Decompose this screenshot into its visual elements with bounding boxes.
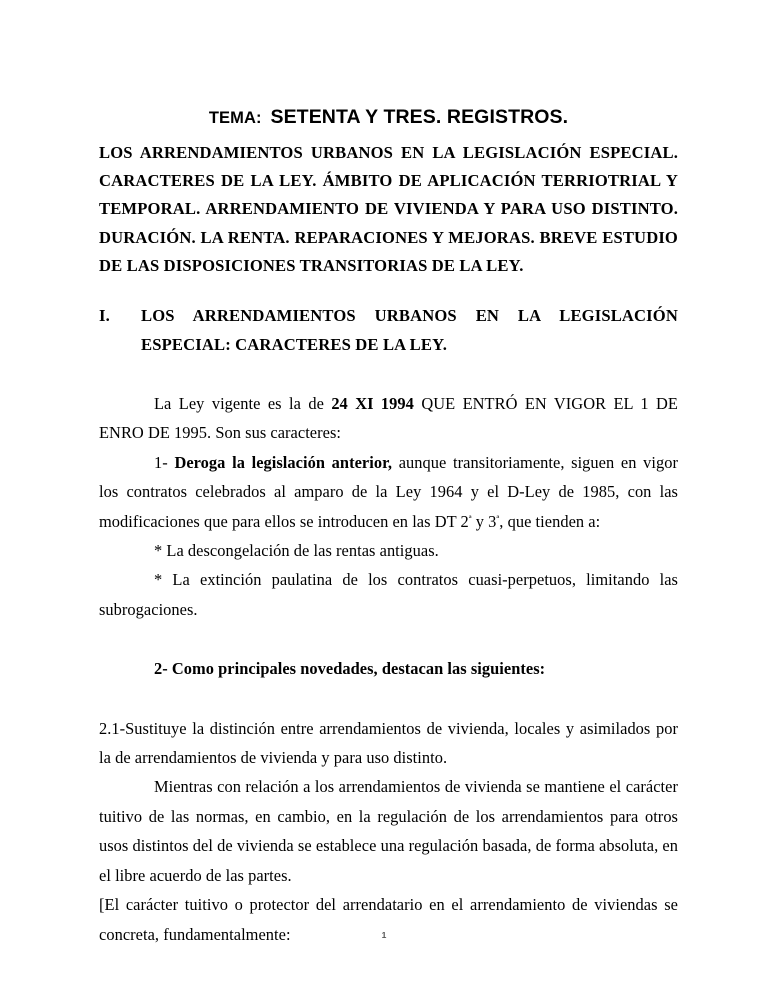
ordinal-indicator: ª — [496, 513, 500, 525]
paragraph-novedades: 2- Como principales novedades, destacan las siguientes: — [154, 659, 546, 679]
title-value: SETENTA Y TRES. REGISTROS. — [270, 106, 569, 128]
text-run: QUE ENTRÓ EN VIGOR EL 1 DE ENRO DE 1995. Son sus caracteres: — [99, 394, 678, 443]
page-number: 1 — [381, 930, 387, 940]
section-heading-i — [99, 302, 678, 359]
section-marker: I. — [99, 306, 110, 326]
section-heading-line-2: ESPECIAL: CARACTERES DE LA LEY. — [141, 334, 448, 354]
paragraph-caracter-tuitivo: [El carácter tuitivo o protector del arrendatario en el arrendamiento de viviendas se concreta, fundamentalmente: — [99, 895, 678, 944]
bullet-descongelacion: * La descongelación de las rentas antiguas. — [154, 541, 439, 561]
paragraph-mientras: Mientras con relación a los arrendamientos de vivienda se mantiene el carácter tuitivo de las normas, en cambio, en la regulación de los arrendamientos para otros usos distintos del de vivienda se establece una regulación basada, de forma absoluta, en el libre acuerdo de las partes. — [99, 777, 678, 885]
paragraph-deroga — [99, 448, 678, 536]
text-run-numero: 1- — [154, 452, 175, 472]
spacer — [99, 624, 678, 654]
document-content — [99, 92, 678, 949]
text-run: La Ley vigente es la de — [154, 394, 332, 414]
text-run: aunque transitoriamente, siguen en vigor los contratos celebrados al amparo de la Ley 1964 y el D-Ley de 1985, con las modificaciones que para ellos se introducen en las DT 2 — [99, 452, 679, 531]
text-run: y 3 — [471, 511, 497, 531]
text-run-bold-fecha: 24 XI 1994 — [331, 394, 414, 414]
section-heading-text — [141, 302, 678, 359]
text-run: , que tienden a: — [499, 511, 601, 531]
bullet-extincion: * La extinción paulatina de los contratos cuasi-perpetuos, limitando las subrogaciones. — [99, 570, 678, 619]
title-label: TEMA: — [208, 109, 262, 127]
spacer — [99, 684, 678, 714]
paragraph-vigencia — [99, 389, 678, 448]
text-run-bold-deroga: Deroga la legislación anterior, — [174, 452, 393, 472]
spacer — [99, 280, 678, 302]
spacer — [99, 359, 678, 389]
ordinal-indicator: ª — [468, 513, 472, 525]
document-heading: LOS ARRENDAMIENTOS URBANOS EN LA LEGISLACIÓN ESPECIAL. CARACTERES DE LA LEY. ÁMBITO DE APLICACIÓN TERRIOTRIAL Y TEMPORAL. ARRENDAMIENTO DE VIVIENDA Y PARA USO DISTINTO. DURACIÓN. LA RENTA. REPARACIONES Y MEJORAS. BREVE ESTUDIO DE LAS DISPOSICIONES TRANSITORIAS DE LA LEY. — [99, 143, 678, 275]
paragraph-sustituye: 2.1-Sustituye la distinción entre arrendamientos de vivienda, locales y asimilados por la de arrendamientos de vivienda y para uso distinto. — [99, 718, 678, 768]
section-heading-line-1: LOS ARRENDAMIENTOS URBANOS EN LA LEGISLACIÓN — [141, 306, 678, 326]
page-title — [99, 92, 678, 132]
